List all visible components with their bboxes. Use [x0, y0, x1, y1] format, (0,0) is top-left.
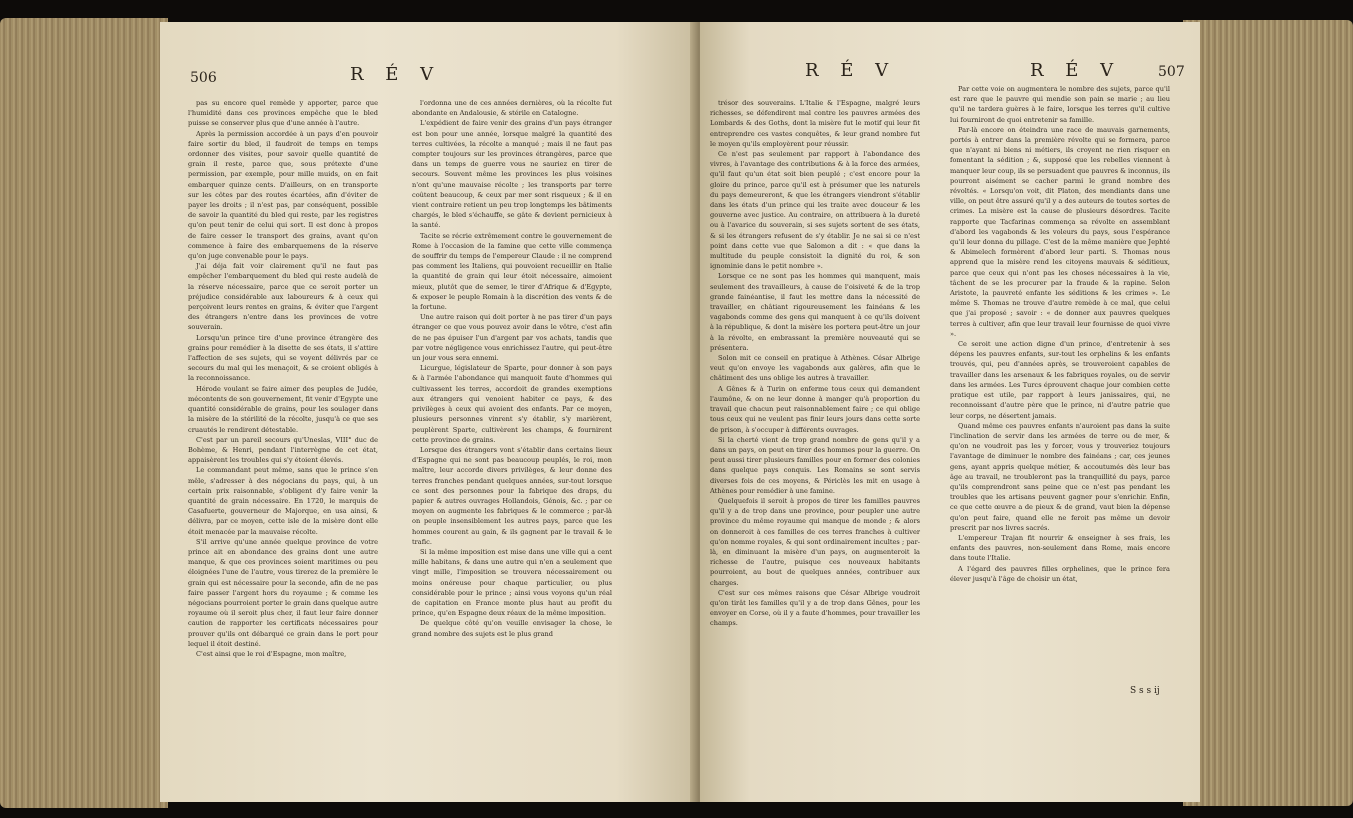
right-page-edges — [1183, 20, 1353, 806]
paragraph: Hérode voulant se faire aimer des peuples de Judée, mécontents de son gouvernement, fit venir d'Egypte une quantité considérable de grains, pour les soulager dans la misère de la stérilité de la récolte, jusqu'à ce que ses cruautés le rendirent détestable. — [188, 384, 378, 434]
right-running-head-left: R É V — [805, 60, 897, 81]
paragraph: C'est sur ces mêmes raisons que César Albrige voudroit qu'on tirât les familles qu'il y a de trop dans Gênes, pour les envoyer en Corse, où il y a faute d'hommes, pour travailler les champs. — [710, 588, 920, 628]
paragraph: Une autre raison qui doit porter à ne pas tirer d'un pays étranger ce que vous pouvez avoir dans le vôtre, c'est afin de ne pas épuiser l'un d'argent par vos achats, tandis que par votre négligence vous enrichissez l'autre, qui peut-être un jour vous sera ennemi. — [412, 313, 612, 363]
paragraph: Solon mit ce conseil en pratique à Athènes. César Albrige veut qu'on envoye les vagabonds aux galères, afin que le châtiment des uns oblige les autres à travailler. — [710, 354, 920, 383]
paragraph: trésor des souverains. L'Italie & l'Espagne, malgré leurs richesses, se défendirent mal contre les pauvres armées des Lombards & des Goths, dont la misère fut le motif qui leur fit entreprendre ces vastes conquêtes, & leur grand nombre fut le moyen qu'ils employèrent pour réussir. — [710, 99, 920, 148]
paragraph: Après la permission accordée à un pays d'en pouvoir faire sortir du bled, il faudroit de temps en temps ordonner des visites, pour savoir quelle quantité de grain il reste, parce que, sous prétexte d'une permission, par exemple, pour mille muids, on en fait embarquer quinze cents. D'ailleurs, on en transporte sur les côtes par des routes écartées, afin d'éviter de payer les droits ; il n'est pas, par conséquent, possible de savoir la quantité du bled qui reste, par les registres qu'on peut tenir de celui qui sort. Il est donc à propos de faire cesser le transport des grains, avant qu'on commence à faire des embarquemens de la réserve qu'on juge convenable pour le pays. — [188, 129, 378, 261]
paragraph: C'est ainsi que le roi d'Espagne, mon maître, — [196, 649, 347, 658]
paragraph: l'ordonna une de ces années dernières, où la récolte fut abondante en Andalousie, & stérile en Catalogne. — [412, 99, 612, 118]
paragraph: Lorsqu'un prince tire d'une province étrangère des grains pour remédier à la disette de ses états, il s'attire l'affection de ses sujets, qui se voyent délivrés par ce secours du mal qui les menaçoit, & se croient obligés à la reconnoissance. — [188, 333, 378, 383]
paragraph: J'ai déja fait voir clairement qu'il ne faut pas empêcher l'embarquement du bled qui reste audelà de la réserve nécessaire, parce que ce seroit porter un préjudice considérable aux laboureurs & à ceux qui perçoivent leurs rentes en grains, & éviter que l'argent des étrangers n'entre dans les provinces de votre souverain. — [188, 262, 378, 332]
right-page — [700, 22, 1200, 802]
paragraph: S'il arrive qu'une année quelque province de votre prince ait en abondance des grains dont une autre manque, & que ces provinces soient maritimes ou peu éloignées l'une de l'autre, vous tirerez de la première le grain qui est nécessaire pour la seconde, afin de ne pas faire passer l'argent hors du royaume ; & comme les négocians pourroient porter le grain dans quelque autre royaume où il seroit plus cher, il faut leur faire donner caution de rapporter les certificats nécessaires pour prouver qu'ils ont débarqué ce grain dans le port pour lequel il étoit destiné. — [188, 537, 378, 648]
paragraph: Quelquefois il seroit à propos de tirer les familles pauvres qu'il y a de trop dans une province, pour peupler une autre province du même royaume qui manque de monde ; & alors on donneroit à ces familles de ces terres franches à cultiver qu'on nomme royales, & qui sont ordinairement incultes ; par-là, en diminuant la misère d'un pays, on augmenteroit la richesse de l'autre, puisque ces nouveaux habitants pourroient, au bout de quelques années, contribuer aux charges. — [710, 496, 920, 587]
paragraph: Quand même ces pauvres enfants n'auroient pas dans la suite l'inclination de servir dans les armées de terre ou de mer, & qu'on ne voudroit pas les y forcer, vous y trouveriez toujours l'avantage de diminuer le nombre des fainéans ; car, ces jeunes gens, ayant appris quelque métier, & accoutumés dès leur bas âge au travail, ne troubleront pas la tranquillité du pays, parce qu'ils comprendront sans peine que ce n'est pas pendant les troubles que les artisans peuvent gagner pour s'enrichir. Enfin, ce que cette œuvre a de pieux & de grand, vaut bien la dépense qu'on peut faire, quand elle ne feroit pas même un devoir prescrit par nos livres sacrés. — [950, 421, 1170, 532]
paragraph: L'empereur Trajan fit nourrir & enseigner à ses frais, les enfants des pauvres, non-seulement dans Rome, mais encore dans toute l'Italie. — [950, 533, 1170, 563]
left-page-edges — [0, 18, 168, 808]
paragraph: Lorsque ce ne sont pas les hommes qui manquent, mais seulement des travailleurs, à cause de l'oisiveté & de la trop grande fainéantise, il faut les mettre dans la nécessité de travailler, en châtiant rigoureusement les fainéans & les vagabonds comme des gens qui manquent à ce qu'ils doivent à la république, & dont la misère les portera peut-être un jour à la révolte, en embrassant la première nouveauté qui se présentera. — [710, 272, 920, 352]
right-running-head-right: R É V — [1030, 60, 1122, 81]
paragraph: Lorsque des étrangers vont s'établir dans certains lieux d'Espagne qui ne sont pas beaucoup peuplés, le roi, mon maître, leur accorde divers privilèges, & leur donne des terres franches pendant quelques années, sur-tout lorsque ce sont des personnes pour la fabrique des draps, du papier & autres ouvrages Hollandois, Génois, &c. ; par ce moyen on augmente les fabriques & le commerce ; par-là on peuple insensiblement les autres pays, parce que les hommes courent au gain, & ils gagnent par le travail & le trafic. — [412, 445, 612, 546]
right-column-2 — [950, 84, 1170, 584]
paragraph: A l'égard des pauvres filles orphelines, que le prince fera élever jusqu'à l'âge de choisir un état, — [950, 564, 1170, 583]
paragraph: C'est par un pareil secours qu'Uneslas, VIII° duc de Bohème, & Henri, pendant l'interrègne de cet état, appaisèrent les troubles qui s'y étoient élevés. — [188, 435, 378, 465]
paragraph: Si la même imposition est mise dans une ville qui a cent mille habitans, & dans une autre qui n'en a seulement que vingt mille, l'imposition se trouvera nécessairement ou moins onéreuse pour chaque particulier, ou plus considérable pour le prince ; ainsi vous voyons qu'un réal de capitation en France monte plus haut au profit du prince, qu'en Espagne deux réaux de la même imposition. — [412, 547, 612, 618]
paragraph: Ce n'est pas seulement par rapport à l'abondance des vivres, à l'avantage des contributions & à la force des armées, qu'il faut qu'un état soit bien peuplé ; c'est encore pour la gloire du prince, parce qu'il est à présumer que les naturels du pays demeureront, & que les étrangers viendront s'établir dans les états d'un prince qui les traite avec douceur & les gouverne avec justice. Au contraire, on attribuera à la dureté ou à l'avarice du souverain, si ses sujets sortent de ses états, & si les étrangers refusent de s'y établir. Je ne sai si ce n'est point dans cette vue que Salomon a dit : « que dans la multitude du peuple consistoit la dignité du roi, & son ignominie dans le petit nombre ». — [710, 150, 920, 271]
paragraph: Le commandant peut même, sans que le prince s'en mêle, s'adresser à des négocians du pays, qui, à un certain prix raisonnable, s'obligent d'y faire venir la quantité de grain nécessaire. En 1720, le marquis de Casafuerte, gouverneur de Majorque, en usa ainsi, & délivra, par ce moyen, cette isle de la misère dont elle étoit menacée par la mauvaise récolte. — [188, 466, 378, 536]
paragraph: Licurgue, législateur de Sparte, pour donner à son pays & à l'armée l'abondance qui manquoit faute d'hommes qui cultivassent les terres, accordoit de grandes exemptions aux étrangers qui venoient habiter ce pays, & des privilèges à ceux qui avoient des enfants. Par ce moyen, plusieurs personnes vinrent s'y établir, s'y marièrent, peuplèrent Sparte, cultivèrent les champs, & fournirent cette province de grains. — [412, 364, 612, 444]
paragraph: Si la cherté vient de trop grand nombre de gens qu'il y a dans un pays, on peut en tirer des hommes pour la guerre. On peut aussi tirer plusieurs familles pour en former des colonies dans quelque pays conquis. Les Romains se sont servis diverses fois de ces moyens, & Périclès les mit en usage à Athènes pour remédier à une famine. — [710, 435, 920, 495]
right-column-1 — [710, 98, 920, 629]
left-column-2 — [412, 98, 612, 639]
left-page — [160, 22, 696, 802]
signature-mark: S s s ij — [1130, 686, 1160, 696]
paragraph: A Gênes & à Turin on enferme tous ceux qui demandent l'aumône, & on ne leur donne à manger qu'à proportion du travail que chacun peut raisonnablement faire ; ce qui oblige tous ceux qui ne veulent pas finir leurs jours dans cette sorte de prison, à s'occuper à différents ouvrages. — [710, 384, 920, 434]
left-column-1 — [188, 98, 378, 659]
left-page-number: 506 — [190, 70, 217, 86]
paragraph: Ce seroit une action digne d'un prince, d'entretenir à ses dépens les pauvres enfants, sur-tout les orphelins & les enfants trouvés, qui, peu d'années après, se trouveroient capables de travailler dans les arsenaux & les fabriques royales, ou de servir dans les armées. Les Turcs éprouvent chaque jour combien cette pratique est utile, par rapport à leurs janissaires, qui, ne reconnoissant d'autre père que le prince, ni d'autre patrie que leur corps, ne désertent jamais. — [950, 340, 1170, 420]
paragraph: L'expédient de faire venir des grains d'un pays étranger est bon pour une année, lorsque malgré la quantité des terres cultivées, la récolte a manqué ; mais il ne faut pas compter toujours sur les provinces étrangères, parce que dans un temps de guerre vous ne sauriez en tirer de secours. Souvent même les provinces les plus voisines n'ont qu'une mauvaise récolte ; les transports par terre coûtent beaucoup, & ceux par mer sont risqueux ; & il en vient contraire retient un peu trop longtemps les bâtiments chargés, le bled s'échauffe, se gâte & devient pernicieux à la santé. — [412, 119, 612, 230]
paragraph: De quelque côté qu'on veuille envisager la chose, le grand nombre des sujets est le plus grand — [412, 619, 612, 638]
paragraph: Tacite se récrie extrêmement contre le gouvernement de Rome à l'occasion de la famine que cette ville commença de souffrir du temps de l'empereur Claude : il ne comprend pas comment les Italiens, qui pouvoient recueillir en Italie la quantité de grain qui leur étoit nécessaire, aimoient mieux, plutôt que de semer, le tirer d'Afrique & d'Egypte, & exposer le peuple Romain à la discrétion des vents & de la fortune. — [412, 231, 612, 312]
paragraph: Par-là encore on éteindra une race de mauvais garnements, portés à entrer dans la première révolte qui se formera, parce que n'ayant ni biens ni métiers, ils croyent ne rien risquer en fomentant la sédition ; &, supposé que les rebelles viennent à manquer leur coup, ils se persuadent que pauvres & inconnus, ils pourront aisément se cacher parmi le grand nombre des révoltés. « Lorsqu'on voit, dit Platon, des mendiants dans une ville, on peut être assuré qu'il y a des auteurs de toutes sortes de crimes. La misère est la cause de plusieurs désordres. Tacite rapporte que Tacfarinas commença sa révolte en assemblant d'abord les vagabonds & les voleurs du pays, sous l'espérance qu'il leur donna du pillage. C'est de la même manière que Jephté & Abimelech formèrent d'abord leur parti. S. Thomas nous apprend que la misère rend les citoyens mauvais & séditieux, parce que ceux qui n'ont pas les choses nécessaires à la vie, tâchent de se les procurer par la fraude & la rapine. Selon Aristote, la pauvreté enfante les séditions & les crimes ». Le même S. Thomas ne trouve d'autre remède à ce mal, que celui que j'ai proposé ; savoir : « de donner aux pauvres quelques terres à cultiver, afin que leur travail leur fournisse de quoi vivre ». — [950, 125, 1170, 338]
paragraph: pas su encore quel remède y apporter, parce que l'humidité dans ces provinces empêche que le bled puisse se conserver plus que d'une année à l'autre. — [188, 99, 378, 128]
left-running-head: R É V — [350, 64, 442, 85]
right-page-number: 507 — [1158, 64, 1185, 80]
paragraph: Par cette voie on augmentera le nombre des sujets, parce qu'il est rare que le pauvre qui mendie son pain se marie ; au lieu qu'il ne tardera guères à le faire, lorsque les terres qu'il cultive lui fourniront de quoi entretenir sa famille. — [950, 85, 1170, 124]
